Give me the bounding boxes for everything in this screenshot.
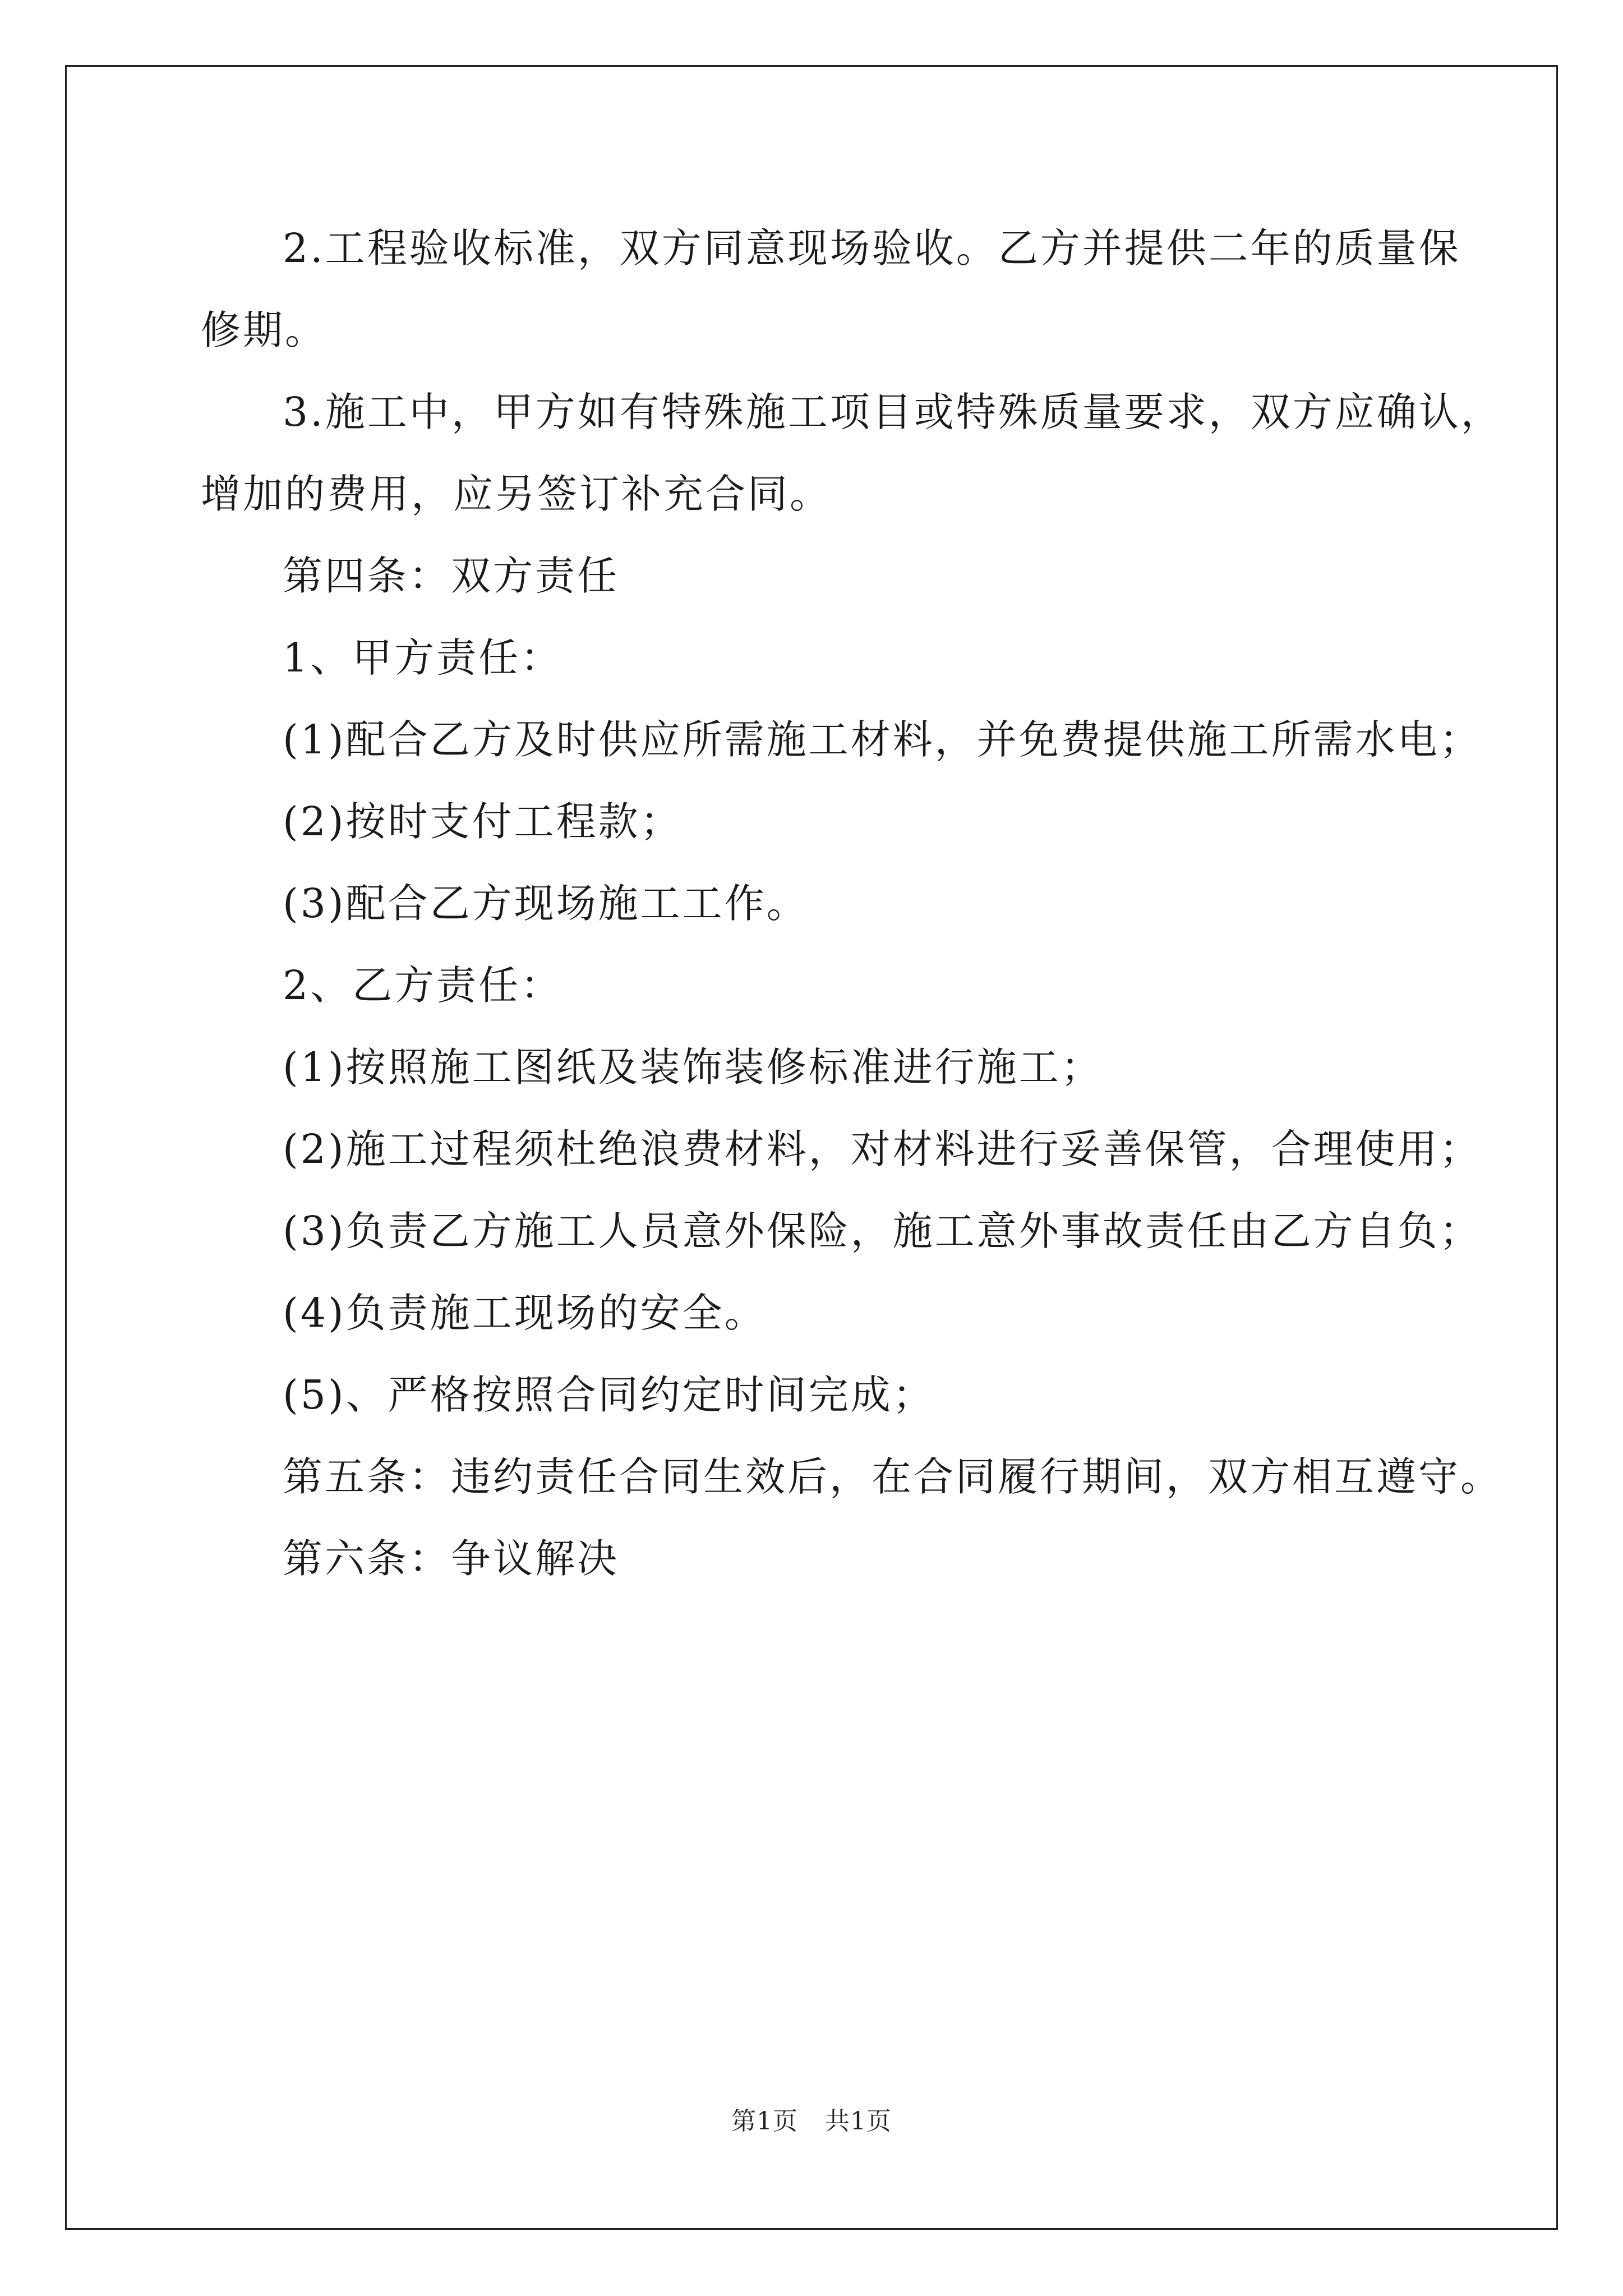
paragraph-line: 2、乙方责任：	[283, 962, 563, 1009]
party-b-item-3	[201, 1190, 1482, 1272]
party-b-item-2	[201, 1108, 1482, 1190]
paragraph-line: 3.施工中，甲方如有特殊施工项目或特殊质量要求，双方应确认，	[283, 389, 1503, 435]
party-b-item-1	[201, 1027, 1440, 1108]
paragraph-line: 第四条：双方责任	[283, 553, 620, 599]
party-a-item-2	[201, 781, 1440, 863]
paragraph-line: (2)施工过程须杜绝浪费材料，对材料进行妥善保管，合理使用；	[283, 1126, 1482, 1172]
party-b-item-5	[201, 1354, 1440, 1436]
page-count: 共1页	[825, 2107, 892, 2136]
paragraph-line: 第五条：违约责任合同生效后，在合同履行期间，双方相互遵守。	[283, 1453, 1503, 1500]
article-6-heading	[201, 1518, 1440, 1600]
party-b-item-4	[201, 1272, 1440, 1354]
paragraph-line: (1)按照施工图纸及装饰装修标准进行施工；	[283, 1044, 1103, 1091]
party-a-item-3	[201, 863, 1440, 945]
paragraph-special-requirements	[201, 371, 1503, 535]
paragraph-line: (1)配合乙方及时供应所需施工材料，并免费提供施工所需水电；	[283, 716, 1482, 763]
paragraph-acceptance-standard	[201, 208, 1461, 371]
party-a-item-1	[201, 699, 1482, 781]
paragraph-line: (4)负责施工现场的安全。	[283, 1290, 767, 1336]
article-4-heading	[201, 535, 1440, 617]
document-body	[201, 208, 1503, 1600]
paragraph-line: 增加的费用，应另签订补充合同。	[201, 471, 832, 517]
paragraph-line: (2)按时支付工程款；	[283, 798, 683, 845]
paragraph-line: 1、甲方责任：	[283, 634, 563, 681]
party-b-responsibility-heading	[201, 945, 1440, 1027]
paragraph-line: 修期。	[201, 307, 328, 353]
paragraph-line: 第六条：争议解决	[283, 1535, 620, 1582]
paragraph-line: (3)负责乙方施工人员意外保险，施工意外事故责任由乙方自负；	[283, 1208, 1482, 1254]
paragraph-line: (5)、严格按照合同约定时间完成；	[283, 1372, 935, 1418]
paragraph-line: 2.工程验收标准，双方同意现场验收。乙方并提供二年的质量保	[283, 225, 1461, 272]
page-footer	[0, 2101, 1623, 2137]
party-a-responsibility-heading	[201, 617, 1440, 699]
paragraph-line: (3)配合乙方现场施工工作。	[283, 880, 809, 927]
page-number: 第1页	[731, 2107, 798, 2136]
article-5-breach	[201, 1436, 1503, 1518]
